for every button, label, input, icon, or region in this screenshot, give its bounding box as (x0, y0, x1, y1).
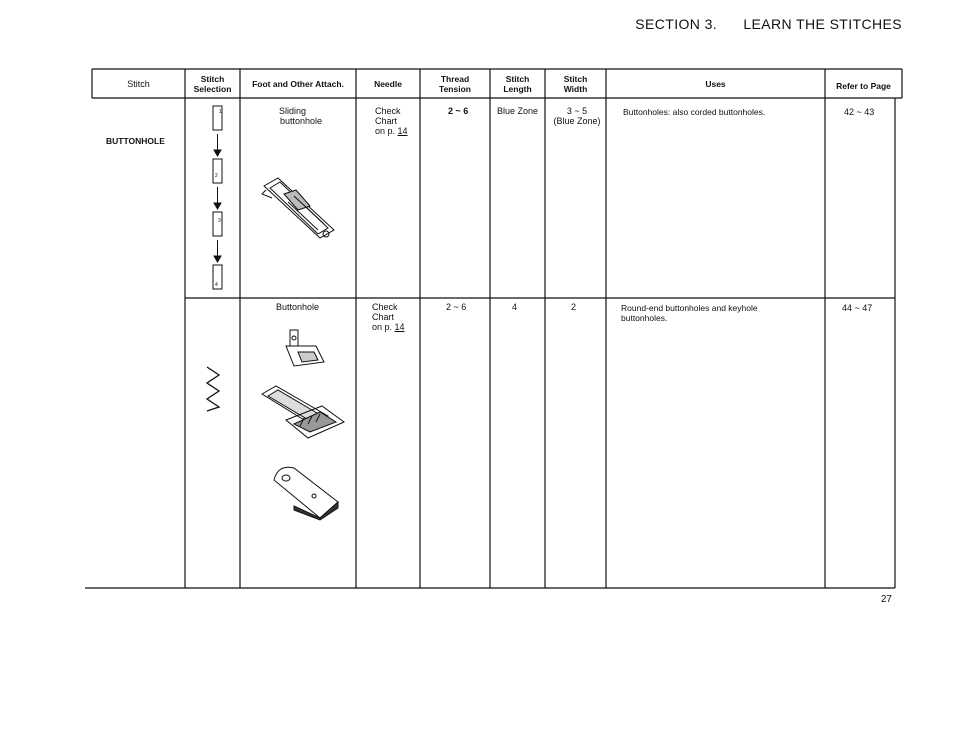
col-header-line: Tension (439, 84, 471, 94)
uses-row1: Buttonholes: also corded buttonholes. (623, 107, 766, 117)
col-header-thread-tension (420, 74, 490, 94)
stitch-selection-steps (203, 104, 233, 294)
section-title: LEARN THE STITCHES (743, 16, 902, 32)
step-2-label: 2 (215, 173, 218, 179)
refer-row2: 44 ~ 47 (842, 303, 873, 313)
col-header-stitch-width (545, 74, 606, 94)
uses-line: buttonholes. (621, 313, 668, 323)
col-header-stitch-length (490, 74, 545, 94)
section-number: SECTION 3. (635, 16, 718, 32)
needle-page-link: 14 (397, 126, 408, 136)
foot-line: buttonhole (280, 116, 323, 126)
needle-line: on p. (372, 322, 393, 332)
col-header-line: Selection (193, 84, 232, 94)
needle-line: Chart (375, 116, 398, 126)
width-line: 3 ~ 5 (566, 106, 588, 116)
stitch-width-row2: 2 (571, 302, 577, 312)
col-header-line: Stitch (505, 74, 530, 84)
uses-row2 (621, 303, 758, 323)
col-header-line: Stitch (200, 74, 225, 84)
stitch-width-row1 (550, 106, 604, 126)
stitch-length-row2: 4 (512, 302, 518, 312)
col-header-refer: Refer to Page (836, 81, 891, 91)
col-header-line: Width (563, 84, 588, 94)
uses-line: Round-end buttonholes and keyhole (621, 303, 758, 313)
needle-line: Check (375, 106, 401, 116)
col-header-line: Length (503, 84, 532, 94)
col-header-uses: Uses (705, 79, 726, 89)
col-header-needle: Needle (374, 79, 402, 89)
col-header-foot: Foot and Other Attach. (252, 79, 344, 89)
needle-line: on p. (375, 126, 396, 136)
foot-buttonhole: Buttonhole (276, 302, 320, 312)
refer-row1: 42 ~ 43 (844, 107, 875, 117)
buttonhole-attachment-illustration (258, 382, 348, 444)
needle-page-link: 14 (394, 322, 405, 332)
width-line: (Blue Zone) (553, 116, 601, 126)
sliding-buttonhole-foot-illustration (258, 172, 338, 244)
foot-line: Sliding (279, 106, 307, 116)
col-header-stitch-selection (185, 74, 240, 94)
col-header-line: Stitch (563, 74, 588, 84)
needle-info-row2 (372, 302, 405, 332)
needle-info-row1 (375, 106, 408, 136)
col-header-line: Thread (440, 74, 470, 84)
needle-line: Chart (372, 312, 395, 322)
foot-sliding (279, 106, 322, 126)
thread-tension-row2: 2 ~ 6 (446, 302, 467, 312)
zigzag-stitch-icon (203, 365, 223, 413)
step-1-label: 1 (219, 109, 222, 115)
thread-tension-row1: 2 ~ 6 (448, 106, 469, 116)
step-3-label: 3 (218, 218, 221, 224)
page-number: 27 (880, 594, 892, 605)
step-4-label: 4 (215, 282, 218, 288)
stitch-length-row1: Blue Zone (497, 106, 539, 116)
page-header (635, 16, 902, 32)
needle-line: Check (372, 302, 398, 312)
buttonhole-foot-illustration (276, 326, 332, 374)
col-header-stitch: Stitch (127, 79, 150, 89)
row-label-buttonhole: BUTTONHOLE (106, 136, 165, 146)
buttonhole-template-illustration (268, 462, 344, 522)
